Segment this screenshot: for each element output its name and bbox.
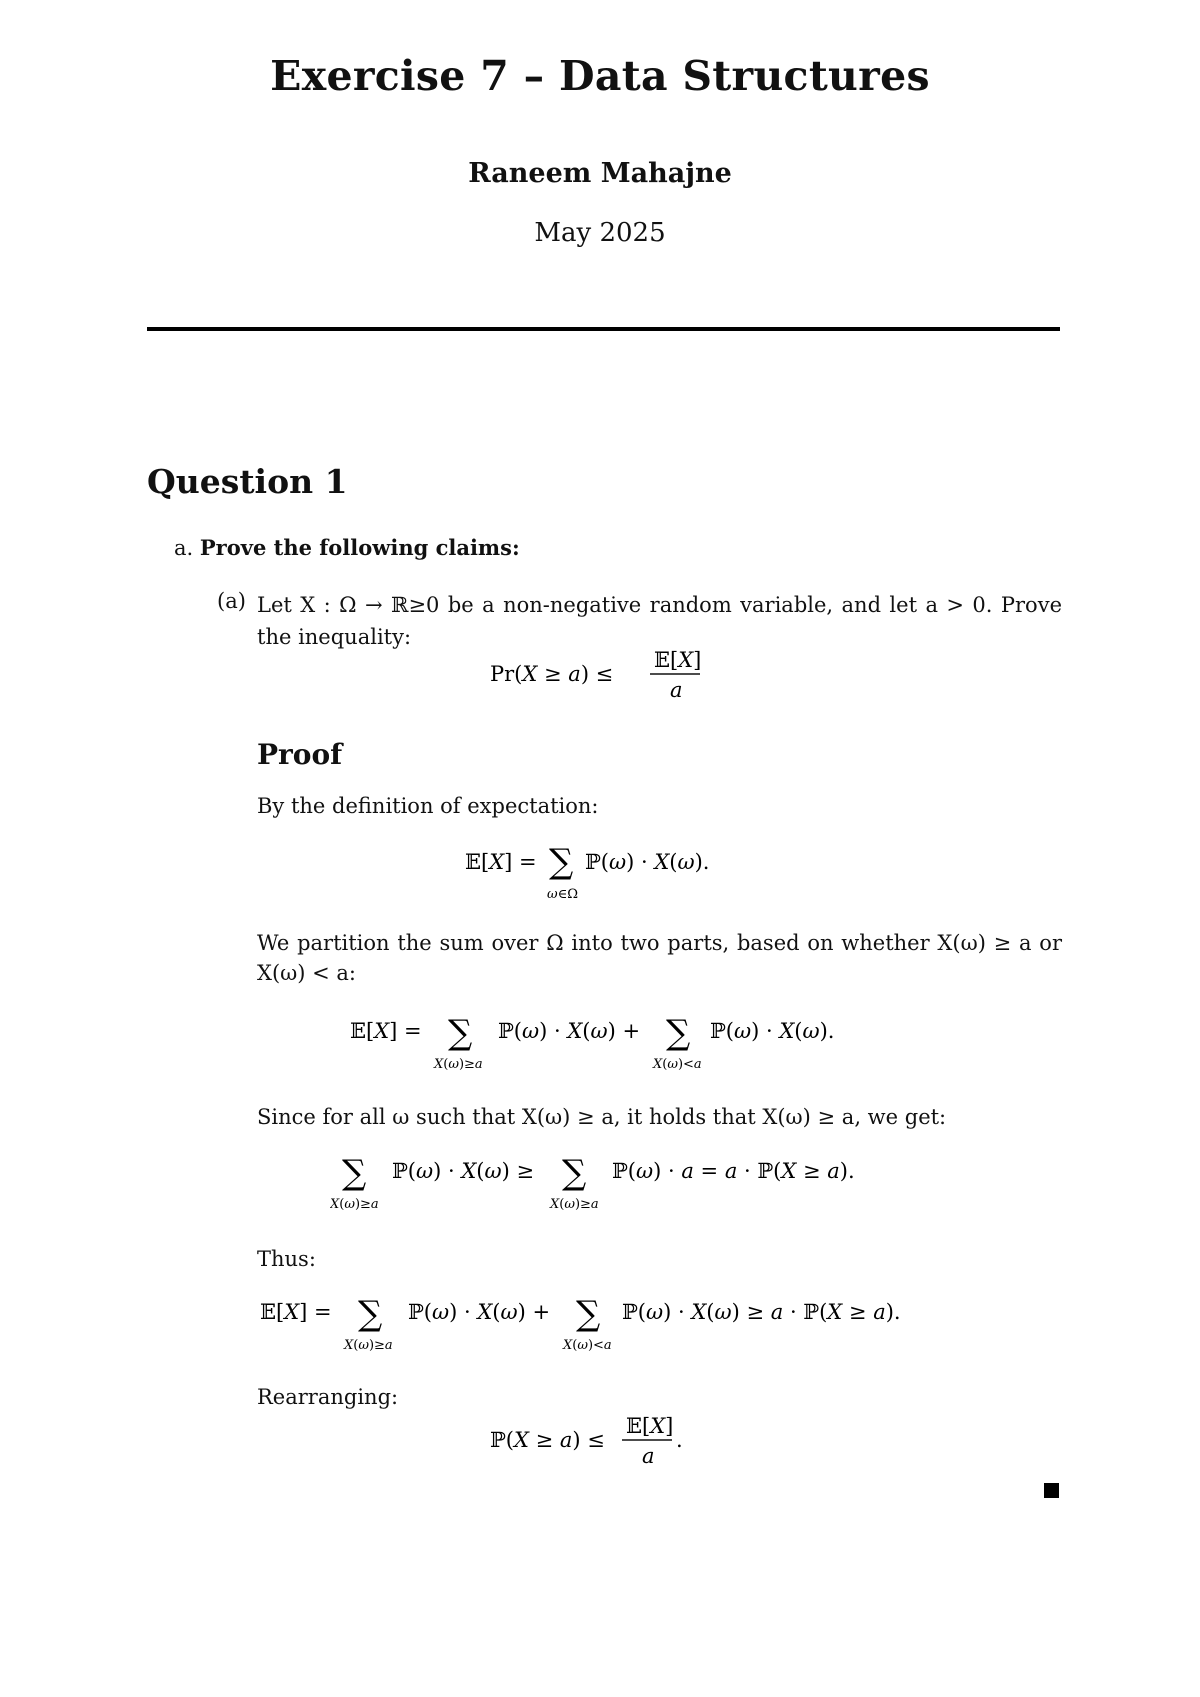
- svg-text:ℙ(ω) · X(ω).: ℙ(ω) · X(ω).: [710, 1019, 835, 1043]
- proof-paragraph-4: Thus:: [257, 1247, 316, 1271]
- proof-paragraph-3: Since for all ω such that X(ω) ≥ a, it holds that X(ω) ≥ a, we get:: [257, 1105, 947, 1129]
- svg-text:X(ω)<a: X(ω)<a: [653, 1057, 702, 1072]
- section-heading: Question 1: [147, 462, 348, 501]
- equation-2-svg: [350, 1008, 850, 1074]
- proof-heading: Proof: [257, 738, 343, 771]
- svg-text:∑: ∑: [576, 1294, 601, 1334]
- proof-paragraph-1: By the definition of expectation:: [257, 794, 599, 818]
- qed-square-icon: [1044, 1483, 1059, 1498]
- enumerated-item: [174, 535, 520, 560]
- equation-3-svg: [330, 1148, 870, 1214]
- claim-line-1: Let X : Ω → ℝ≥0 be a non-negative random variable, and let a > 0. Prove: [257, 593, 1062, 617]
- equation-3: [0, 1148, 1200, 1214]
- proof-paragraph-5: Rearranging:: [257, 1385, 399, 1409]
- document-title: Exercise 7 – Data Structures: [270, 52, 930, 100]
- item-text: Prove the following claims:: [199, 535, 520, 560]
- proof-paragraph-2-line-1: We partition the sum over Ω into two parts, based on whether X(ω) ≥ a or: [257, 931, 1062, 955]
- equation-2: [0, 1008, 1200, 1074]
- svg-text:ℙ(ω) · X(ω) ≥: ℙ(ω) · X(ω) ≥: [392, 1159, 535, 1183]
- svg-text:ℙ(ω) · a = a · ℙ(X ≥ a).: ℙ(ω) · a = a · ℙ(X ≥ a).: [612, 1159, 855, 1183]
- svg-text:ℙ(ω) · X(ω) +: ℙ(ω) · X(ω) +: [498, 1019, 641, 1043]
- author-name: Raneem Mahajne: [468, 158, 732, 189]
- svg-text:∑: ∑: [549, 843, 574, 882]
- svg-text:a: a: [642, 1444, 655, 1468]
- title-rule: [147, 327, 1060, 331]
- equation-5-svg: [490, 1409, 710, 1471]
- svg-text:𝔼[X]: 𝔼[X]: [626, 1414, 674, 1438]
- equation-1-svg: [465, 843, 735, 903]
- claim-inequality-svg: [490, 643, 710, 705]
- svg-text:X(ω)<a: X(ω)<a: [563, 1338, 612, 1353]
- svg-text:ω∈Ω: ω∈Ω: [547, 887, 579, 902]
- equation-4-svg: [260, 1289, 940, 1355]
- svg-text:∑: ∑: [562, 1153, 587, 1193]
- svg-text:∑: ∑: [448, 1013, 473, 1053]
- svg-text:𝔼[X] =: 𝔼[X] =: [260, 1300, 332, 1324]
- svg-text:ℙ(ω) · X(ω).: ℙ(ω) · X(ω).: [585, 850, 710, 874]
- svg-text:X(ω)≥a: X(ω)≥a: [330, 1197, 379, 1212]
- svg-text:𝔼[X]: 𝔼[X]: [654, 648, 702, 672]
- svg-text:𝔼[X] =: 𝔼[X] =: [465, 850, 537, 874]
- claim-inequality: [0, 643, 1200, 705]
- svg-text:∑: ∑: [666, 1013, 691, 1053]
- svg-text:ℙ(ω) · X(ω) +: ℙ(ω) · X(ω) +: [408, 1300, 551, 1324]
- document-date: May 2025: [534, 218, 666, 248]
- svg-text:X(ω)≥a: X(ω)≥a: [550, 1197, 599, 1212]
- svg-text:X(ω)≥a: X(ω)≥a: [344, 1338, 393, 1353]
- svg-text:𝔼[X] =: 𝔼[X] =: [350, 1019, 422, 1043]
- claim-label: (a): [217, 589, 246, 613]
- equation-5: [0, 1409, 1200, 1471]
- proof-paragraph-2-line-2: X(ω) < a:: [257, 961, 357, 985]
- proof-paragraph-2: [257, 931, 1062, 985]
- svg-text:Pr(X ≥ a) ≤: Pr(X ≥ a) ≤: [490, 662, 614, 686]
- equation-1: [0, 843, 1200, 903]
- claim-line-2: the inequality:: [257, 625, 412, 649]
- svg-text:ℙ(X ≥ a) ≤: ℙ(X ≥ a) ≤: [490, 1428, 605, 1452]
- svg-text:X(ω)≥a: X(ω)≥a: [434, 1057, 483, 1072]
- item-label: a.: [174, 536, 194, 560]
- svg-text:∑: ∑: [358, 1294, 383, 1334]
- equation-4: [0, 1289, 1200, 1355]
- svg-text:.: .: [676, 1428, 683, 1452]
- svg-text:ℙ(ω) · X(ω) ≥ a · ℙ(X ≥ a).: ℙ(ω) · X(ω) ≥ a · ℙ(X ≥ a).: [622, 1300, 901, 1324]
- svg-text:∑: ∑: [342, 1153, 367, 1193]
- svg-text:a: a: [670, 678, 683, 702]
